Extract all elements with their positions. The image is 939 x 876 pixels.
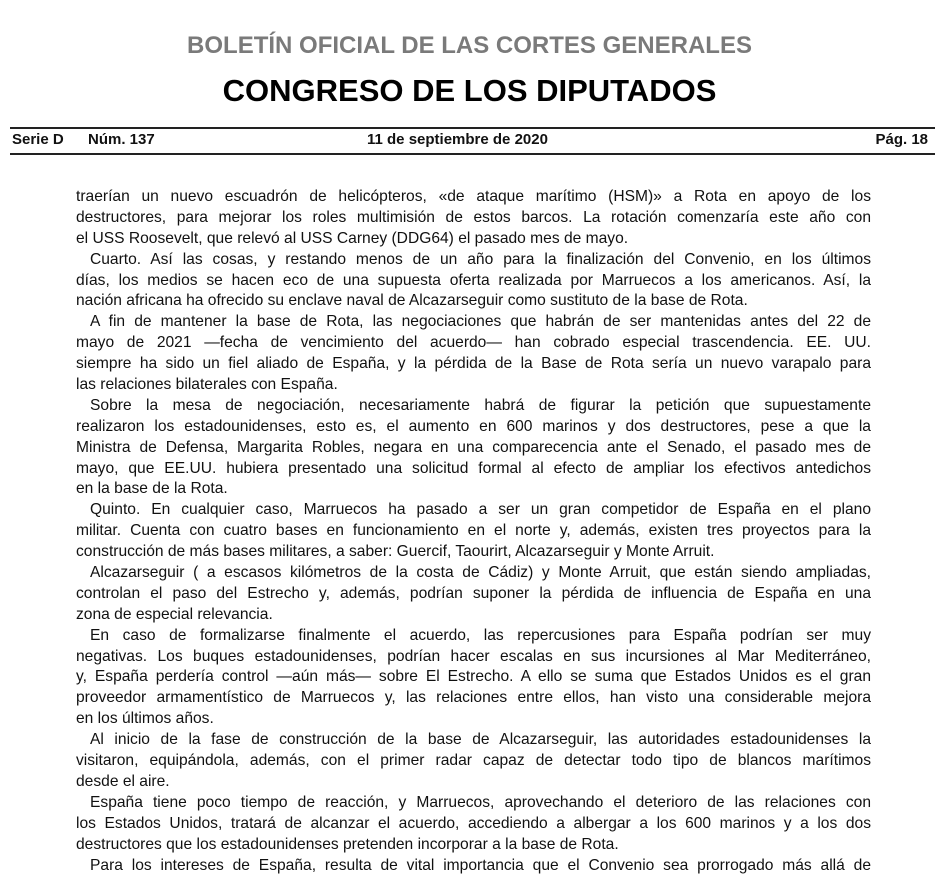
paragraph <box>76 250 871 313</box>
text-line: realizaron los estadounidenses, esto es, el aumento en 600 marinos y dos destructores, pese a que la <box>76 417 871 438</box>
text-line: En caso de formalizarse finalmente el acuerdo, las repercusiones para España podrían ser muy <box>76 626 871 647</box>
text-line: construcción de más bases militares, a saber: Guercif, Taourirt, Alcazarseguir y Monte Arruit. <box>76 542 871 563</box>
issue-date: 11 de septiembre de 2020 <box>367 131 548 148</box>
paragraph <box>76 793 871 856</box>
text-line: Ministra de Defensa, Margarita Robles, negara en una comparecencia ante el Senado, el pasado mes de <box>76 438 871 459</box>
issue-number: Núm. 137 <box>88 131 155 148</box>
header-rule-top <box>10 127 935 129</box>
text-line: el USS Roosevelt, que relevó al USS Carney (DDG64) el pasado mes de mayo. <box>76 229 871 250</box>
series-label: Serie D <box>12 131 64 148</box>
text-line: siempre ha sido un fiel aliado de España, y la pérdida de la Base de Rota sería un nuevo varapalo para <box>76 354 871 375</box>
text-line: mayo, que EE.UU. hubiera presentado una solicitud formal al efecto de ampliar los efectivos antedichos <box>76 459 871 480</box>
text-line: desde el aire. <box>76 772 871 793</box>
text-line: días, los medios se hacen eco de una supuesta oferta realizada por Marruecos a los americanos. Así, la <box>76 271 871 292</box>
text-line: destructores, para mejorar los roles multimisión de estos barcos. La rotación comenzaría este año con <box>76 208 871 229</box>
paragraph <box>76 626 871 730</box>
text-line: visitaron, equipándola, además, con el primer radar capaz de detectar todo tipo de blancos marítimos <box>76 751 871 772</box>
text-line: Cuarto. Así las cosas, y restando menos de un año para la finalización del Convenio, en los últimos <box>76 250 871 271</box>
paragraph <box>76 312 871 396</box>
paragraph <box>76 500 871 563</box>
text-line: traerían un nuevo escuadrón de helicópteros, «de ataque marítimo (HSM)» a Rota en apoyo de los <box>76 187 871 208</box>
text-line: las relaciones bilaterales con España. <box>76 375 871 396</box>
text-line: A fin de mantener la base de Rota, las negociaciones que habrán de ser mantenidas antes del 22 de <box>76 312 871 333</box>
page-number: Pág. 18 <box>875 131 928 148</box>
paragraph <box>76 396 871 500</box>
paragraph <box>76 187 871 250</box>
header-rule-bottom <box>10 153 935 155</box>
text-line: España tiene poco tiempo de reacción, y Marruecos, aprovechando el deterioro de las relaciones con <box>76 793 871 814</box>
bulletin-title: BOLETÍN OFICIAL DE LAS CORTES GENERALES <box>0 32 939 60</box>
text-line: Al inicio de la fase de construcción de la base de Alcazarseguir, las autoridades estadounidenses la <box>76 730 871 751</box>
text-line: zona de especial relevancia. <box>76 605 871 626</box>
text-line: en los últimos años. <box>76 709 871 730</box>
paragraph <box>76 563 871 626</box>
chamber-title: CONGRESO DE LOS DIPUTADOS <box>0 73 939 109</box>
text-line: los Estados Unidos, tratará de alcanzar el acuerdo, accediendo a albergar a los 600 marinos y a los dos <box>76 814 871 835</box>
text-line: destructores que los estadounidenses pretenden incorporar a la base de Rota. <box>76 835 871 856</box>
text-line: Alcazarseguir ( a escasos kilómetros de la costa de Cádiz) y Monte Arruit, que están siendo ampliadas, <box>76 563 871 584</box>
paragraph <box>76 730 871 793</box>
document-body <box>76 187 871 876</box>
issue-metadata <box>12 131 932 151</box>
text-line: Sobre la mesa de negociación, necesariamente habrá de figurar la petición que supuestamente <box>76 396 871 417</box>
text-line: Quinto. En cualquier caso, Marruecos ha pasado a ser un gran competidor de España en el plano <box>76 500 871 521</box>
text-line: controlan el paso del Estrecho y, además, podrían suponer la pérdida de influencia de España en una <box>76 584 871 605</box>
text-line: mayo de 2021 —fecha de vencimiento del acuerdo— han cobrado especial trascendencia. EE. UU. <box>76 333 871 354</box>
text-line: proveedor armamentístico de Marruecos y, las relaciones entre ellos, han visto una considerable mejora <box>76 688 871 709</box>
text-line: negativas. Los buques estadounidenses, podrían hacer escalas en sus incursiones al Mar Mediterráneo, <box>76 647 871 668</box>
text-line: Para los intereses de España, resulta de vital importancia que el Convenio sea prorrogado más allá de <box>76 856 871 876</box>
text-line: en la base de la Rota. <box>76 479 871 500</box>
text-line: militar. Cuenta con cuatro bases en funcionamiento en el norte y, además, existen tres proyectos para la <box>76 521 871 542</box>
text-line: nación africana ha ofrecido su enclave naval de Alcazarseguir como sustituto de la base de Rota. <box>76 291 871 312</box>
text-line: y, España perdería control —aún más— sobre El Estrecho. A ello se suma que Estados Unidos es el gran <box>76 667 871 688</box>
paragraph <box>76 856 871 876</box>
